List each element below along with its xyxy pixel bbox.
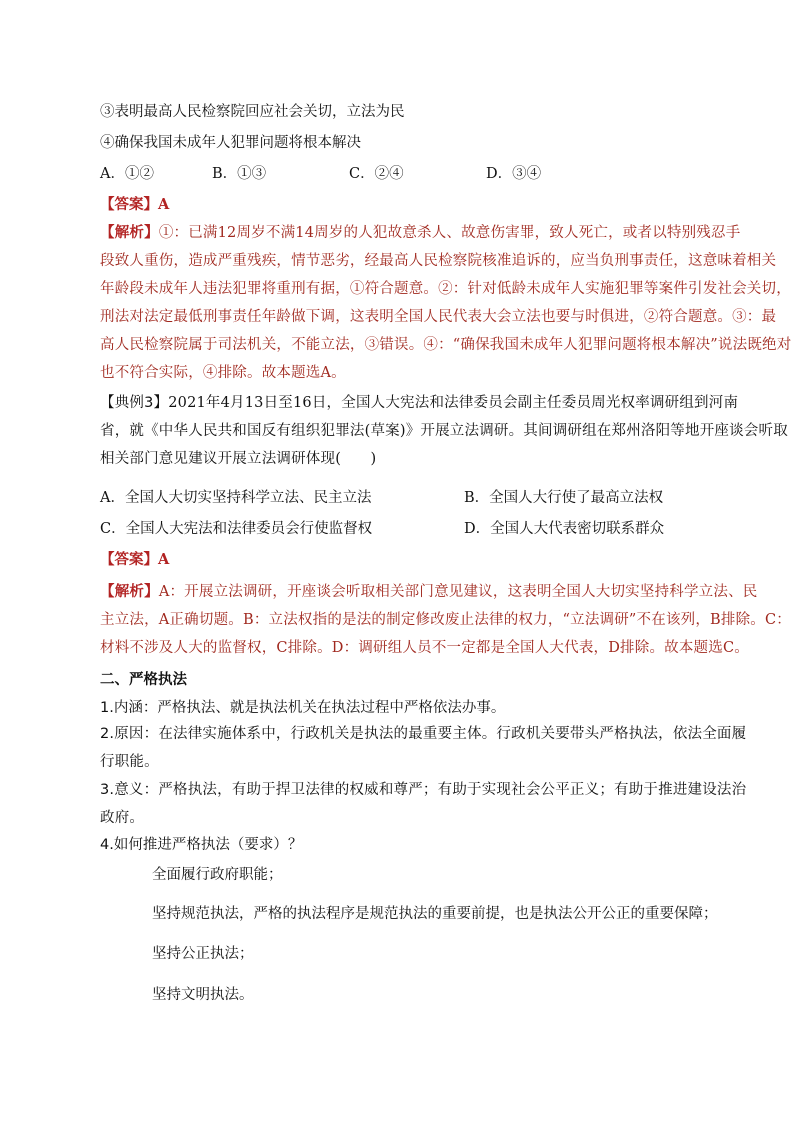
- answer-value: A: [158, 551, 170, 568]
- option-a: A．全国人大切实坚持科学立法、民主立法: [100, 490, 372, 506]
- stem-line: 省，就《中华人民共和国反有组织犯罪法(草案)》开展立法调研。其间调研组在郑州洛阳等地开座谈会听取: [100, 423, 788, 439]
- analysis-line: 年龄段未成年人违法犯罪将重刑有据，①符合题意。②：针对低龄未成年人实施犯罪等案件引发社会关切，: [100, 281, 791, 297]
- option-a: A．①②: [100, 166, 154, 182]
- point-2-line: 2.原因：在法律实施体系中，行政机关是执法的最重要主体。行政机关要带头严格执法，依法全面履: [100, 726, 747, 742]
- requirement-item: 全面履行政府职能；: [152, 867, 283, 883]
- analysis-block: [100, 578, 791, 662]
- option-c: C．全国人大宪法和法律委员会行使监督权: [100, 521, 373, 537]
- answer-value: A: [158, 196, 170, 213]
- section-heading: 二、严格执法: [100, 672, 187, 688]
- point-1: 1.内涵：严格执法、就是执法机关在执法过程中严格依法办事。: [100, 700, 506, 716]
- analysis-block: [100, 219, 792, 387]
- point-4: 4.如何推进严格执法（要求）？: [100, 837, 303, 853]
- analysis-line: 刑法对法定最低刑事责任年龄做下调，这表明全国人民代表大会立法也要与时俱进，②符合题意。③：最: [100, 309, 777, 325]
- answer-label: 【答案】: [100, 196, 158, 213]
- analysis-line: 主立法，A正确切题。B：立法权指的是法的制定修改废止法律的权力，“立法调研”不在该列，B排除。C：: [100, 612, 791, 628]
- analysis-label: 【解析】: [100, 224, 159, 241]
- option-b: B．①③: [212, 166, 267, 182]
- question-label: 【典例3】: [100, 395, 169, 411]
- option-b: B．全国人大行使了最高立法权: [464, 490, 664, 506]
- option-d: D．全国人大代表密切联系群众: [464, 521, 665, 537]
- analysis-label: 【解析】: [100, 583, 159, 600]
- option-c: C．②④: [349, 166, 404, 182]
- option-d: D．③④: [486, 166, 542, 182]
- point-3-line: 政府。: [100, 810, 145, 826]
- answer-line: [100, 549, 169, 571]
- statement-3: ③表明最高人民检察院回应社会关切，立法为民: [100, 104, 405, 120]
- requirement-item: 坚持文明执法。: [152, 987, 254, 1003]
- statement-4: ④确保我国未成年人犯罪问题将根本解决: [100, 135, 361, 151]
- analysis-line: 材料不涉及人大的监督权，C排除。D：调研组人员不一定都是全国人大代表，D排除。故本题选C。: [100, 640, 749, 656]
- point-3: [100, 776, 747, 832]
- point-2-line: 行职能。: [100, 754, 159, 770]
- analysis-line: 高人民检察院属于司法机关，不能立法，③错误。④：“确保我国未成年人犯罪问题将根本解决”说法既绝对: [100, 337, 792, 353]
- question-3-stem: [100, 389, 788, 473]
- stem-line: 2021年4月13日至16日，全国人大宪法和法律委员会副主任委员周光权率调研组到河南: [168, 395, 739, 411]
- point-2: [100, 720, 747, 776]
- requirement-item: 坚持公正执法；: [152, 946, 254, 962]
- stem-line: 相关部门意见建议开展立法调研体现( ): [100, 451, 377, 467]
- analysis-line: 也不符合实际，④排除。故本题选A。: [100, 365, 346, 381]
- point-3-line: 3.意义：严格执法，有助于捍卫法律的权威和尊严；有助于实现社会公平正义；有助于推进建设法治: [100, 782, 747, 798]
- answer-label: 【答案】: [100, 551, 158, 568]
- analysis-line: A：开展立法调研，开座谈会听取相关部门意见建议，这表明全国人大切实坚持科学立法、民: [158, 584, 758, 600]
- requirement-item: 坚持规范执法，严格的执法程序是规范执法的重要前提，也是执法公开公正的重要保障；: [152, 906, 718, 922]
- answer-line: [100, 194, 169, 216]
- analysis-line: ①：已满12周岁不满14周岁的人犯故意杀人、故意伤害罪，致人死亡，或者以特别残忍手: [158, 225, 741, 241]
- analysis-line: 段致人重伤，造成严重残疾，情节恶劣，经最高人民检察院核准追诉的，应当负刑事责任，这意味着相关: [100, 253, 777, 269]
